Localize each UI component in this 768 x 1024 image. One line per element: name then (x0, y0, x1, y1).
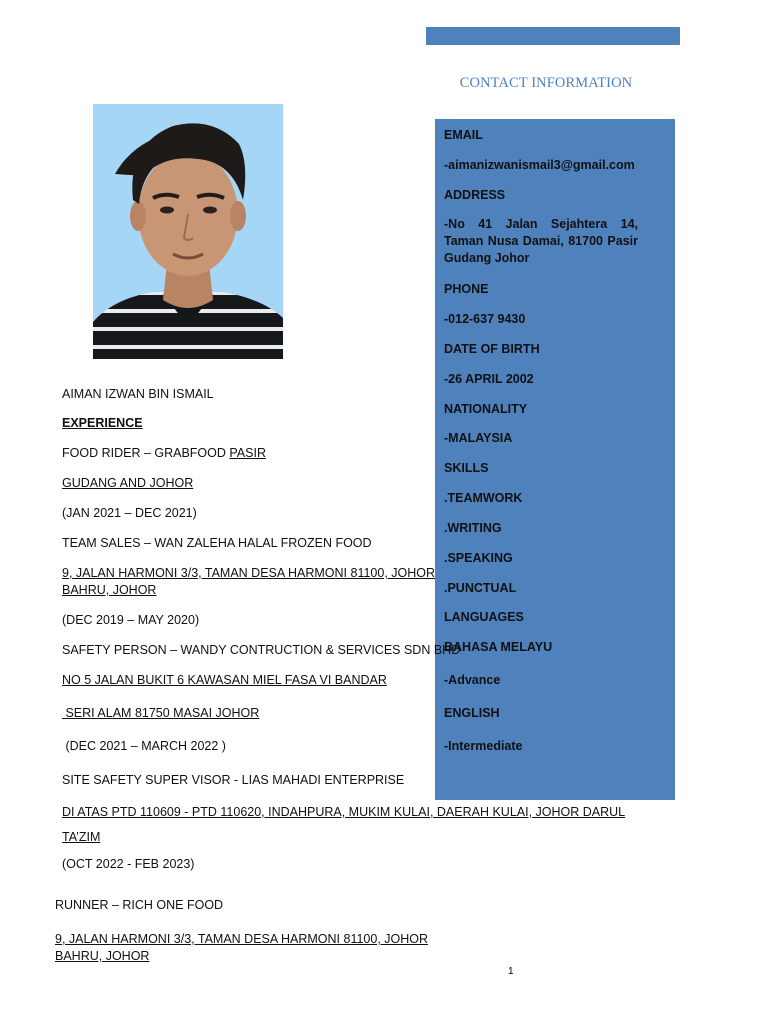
experience-heading: EXPERIENCE (62, 416, 143, 430)
job-location: 9, JALAN HARMONI 3/3, TAMAN DESA HARMONI 81100, JOHOR (62, 566, 436, 580)
job-location: SERI ALAM 81750 MASAI JOHOR (62, 706, 260, 720)
address-value: -No 41 Jalan Sejahtera 14, Taman Nusa Damai, 81700 Pasir Gudang Johor (444, 217, 638, 265)
email-value: -aimanizwanismail3@gmail.com (444, 158, 635, 172)
email-label: EMAIL (444, 128, 483, 142)
skill-item: .TEAMWORK (444, 491, 523, 505)
job-title: RUNNER – RICH ONE FOOD (55, 898, 224, 912)
dob-label: DATE OF BIRTH (444, 342, 540, 356)
nationality-label: NATIONALITY (444, 402, 528, 416)
job-location: NO 5 JALAN BUKIT 6 KAWASAN MIEL FASA VI BANDAR (62, 673, 387, 687)
address-label: ADDRESS (444, 188, 506, 202)
page-number: 1 (508, 966, 514, 977)
job-location: BAHRU, JOHOR (62, 583, 157, 597)
contact-panel (435, 119, 675, 800)
job-location: 9, JALAN HARMONI 3/3, TAMAN DESA HARMONI 81100, JOHOR (55, 932, 429, 946)
job-dates: (JAN 2021 – DEC 2021) (62, 506, 197, 520)
phone-value: -012-637 9430 (444, 312, 526, 326)
job-location: TA’ZIM (62, 830, 101, 844)
languages-label: LANGUAGES (444, 610, 524, 624)
language-name: ENGLISH (444, 706, 500, 720)
skills-label: SKILLS (444, 461, 489, 475)
job-title: SITE SAFETY SUPER VISOR - LIAS MAHADI ENTERPRISE (62, 773, 405, 787)
language-level: -Intermediate (444, 739, 523, 753)
profile-photo (93, 104, 283, 359)
job-location: BAHRU, JOHOR (55, 949, 150, 963)
header-accent-bar (426, 27, 680, 45)
job-location: DI ATAS PTD 110609 - PTD 110620, INDAHPURA, MUKIM KULAI, DAERAH KULAI, JOHOR DARUL (62, 805, 626, 819)
dob-value: -26 APRIL 2002 (444, 372, 534, 386)
phone-label: PHONE (444, 282, 489, 296)
job-location-text: PASIR (229, 446, 266, 460)
skill-item: .SPEAKING (444, 551, 513, 565)
job-dates: (DEC 2019 – MAY 2020) (62, 613, 200, 627)
job-title: TEAM SALES – WAN ZALEHA HALAL FROZEN FOOD (62, 536, 372, 550)
job-dates: (OCT 2022 - FEB 2023) (62, 857, 195, 871)
nationality-value: -MALAYSIA (444, 431, 513, 445)
language-level: -Advance (444, 673, 501, 687)
job-title: SAFETY PERSON – WANDY CONTRUCTION & SERVICES SDN BHD (62, 643, 461, 657)
contact-heading: CONTACT INFORMATION (459, 75, 633, 91)
job-location: GUDANG AND JOHOR (62, 476, 194, 490)
job-dates: (DEC 2021 – MARCH 2022 ) (62, 739, 226, 753)
job-title-text: FOOD RIDER – GRABFOOD (62, 446, 230, 460)
full-name: AIMAN IZWAN BIN ISMAIL (62, 387, 214, 401)
language-name: BAHASA MELAYU (444, 640, 553, 654)
skill-item: .WRITING (444, 521, 502, 535)
job-title (62, 445, 266, 462)
skill-item: .PUNCTUAL (444, 581, 517, 595)
